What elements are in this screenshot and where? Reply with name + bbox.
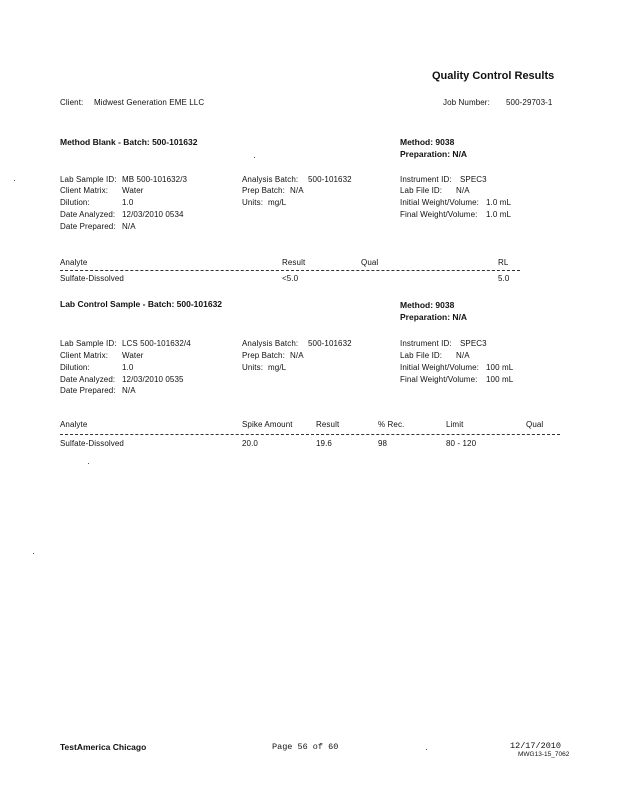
field-value: 1.0 <box>122 198 134 207</box>
cell-analyte: Sulfate-Dissolved <box>60 439 124 448</box>
col-header-analyte: Analyte <box>60 258 88 267</box>
scan-speck <box>14 180 15 181</box>
field-value: 500-101632 <box>308 339 352 348</box>
field-value: 12/03/2010 0534 <box>122 210 184 219</box>
cell-rl: 5.0 <box>498 274 510 283</box>
col-header-rl: RL <box>498 258 509 267</box>
field-value: 500-101632 <box>308 175 352 184</box>
col-header-result: Result <box>316 420 340 429</box>
lcs-preparation: Preparation: N/A <box>400 312 468 322</box>
field-label: Date Prepared: <box>60 386 116 395</box>
field-label: Instrument ID: <box>400 175 452 184</box>
field-label: Date Analyzed: <box>60 375 116 384</box>
field-value: 1.0 <box>122 363 134 372</box>
method-blank-preparation: Preparation: N/A <box>400 149 468 159</box>
col-header-percent-rec: % Rec. <box>378 420 405 429</box>
field-label: Client Matrix: <box>60 186 109 195</box>
field-label: Initial Weight/Volume: <box>400 198 479 207</box>
field-label: Dilution: <box>60 363 90 372</box>
scan-speck <box>254 157 255 158</box>
job-number-label: Job Number: <box>443 98 490 107</box>
client-label: Client: <box>60 98 84 107</box>
method-blank-heading: Method Blank - Batch: 500-101632 <box>60 137 198 147</box>
field-label: Lab File ID: <box>400 351 443 360</box>
col-header-result: Result <box>282 258 306 267</box>
field-value: 100 mL <box>486 363 514 372</box>
method-blank-method: Method: 9038 <box>400 137 455 147</box>
field-value: 1.0 mL <box>486 198 512 207</box>
table-divider <box>60 270 520 271</box>
field-value: MB 500-101632/3 <box>122 175 188 184</box>
field-value: N/A <box>122 222 136 231</box>
field-label: Analysis Batch: <box>242 339 299 348</box>
field-value: mg/L <box>268 198 287 207</box>
col-header-qual: Qual <box>361 258 379 267</box>
report-title: Quality Control Results <box>432 70 555 82</box>
field-value: SPEC3 <box>460 175 487 184</box>
field-value: N/A <box>456 186 470 195</box>
field-value: 12/03/2010 0535 <box>122 375 184 384</box>
field-value: N/A <box>122 386 136 395</box>
footer-lab-name: TestAmerica Chicago <box>60 742 147 752</box>
field-label: Lab File ID: <box>400 186 443 195</box>
cell-result: 19.6 <box>316 439 332 448</box>
field-value: SPEC3 <box>460 339 487 348</box>
field-value: LCS 500-101632/4 <box>122 339 191 348</box>
field-value: mg/L <box>268 363 287 372</box>
field-label: Date Prepared: <box>60 222 116 231</box>
field-label: Prep Batch: <box>242 351 285 360</box>
field-value: 100 mL <box>486 375 514 384</box>
col-header-spike-amount: Spike Amount <box>242 420 293 429</box>
field-label: Dilution: <box>60 198 90 207</box>
field-value: Water <box>122 186 144 195</box>
cell-spike-amount: 20.0 <box>242 439 258 448</box>
footer-page-number: Page 56 of 60 <box>272 742 339 752</box>
field-label: Client Matrix: <box>60 351 109 360</box>
field-value: N/A <box>290 186 304 195</box>
field-value: 1.0 mL <box>486 210 512 219</box>
scan-speck <box>426 749 427 750</box>
field-label: Date Analyzed: <box>60 210 116 219</box>
field-label: Units: <box>242 363 264 372</box>
client-value: Midwest Generation EME LLC <box>94 98 205 107</box>
field-value: N/A <box>456 351 470 360</box>
footer-date: 12/17/2010 <box>510 741 562 751</box>
field-label: Final Weight/Volume: <box>400 210 478 219</box>
field-value: Water <box>122 351 144 360</box>
field-label: Lab Sample ID: <box>60 339 117 348</box>
field-label: Analysis Batch: <box>242 175 299 184</box>
field-value: N/A <box>290 351 304 360</box>
cell-analyte: Sulfate-Dissolved <box>60 274 124 283</box>
col-header-limit: Limit <box>446 420 464 429</box>
field-label: Final Weight/Volume: <box>400 375 478 384</box>
cell-result: <5.0 <box>282 274 299 283</box>
col-header-analyte: Analyte <box>60 420 88 429</box>
table-divider <box>60 434 560 435</box>
field-label: Instrument ID: <box>400 339 452 348</box>
job-number-value: 500-29703-1 <box>506 98 553 107</box>
field-label: Lab Sample ID: <box>60 175 117 184</box>
field-label: Units: <box>242 198 264 207</box>
field-label: Initial Weight/Volume: <box>400 363 479 372</box>
cell-limit: 80 - 120 <box>446 439 477 448</box>
col-header-qual: Qual <box>526 420 544 429</box>
scan-speck <box>88 463 89 464</box>
scan-speck <box>33 553 34 554</box>
lcs-method: Method: 9038 <box>400 300 455 310</box>
footer-document-id: MWG13-15_7062 <box>518 751 570 758</box>
field-label: Prep Batch: <box>242 186 285 195</box>
lcs-heading: Lab Control Sample - Batch: 500-101632 <box>60 299 223 309</box>
cell-percent-rec: 98 <box>378 439 388 448</box>
